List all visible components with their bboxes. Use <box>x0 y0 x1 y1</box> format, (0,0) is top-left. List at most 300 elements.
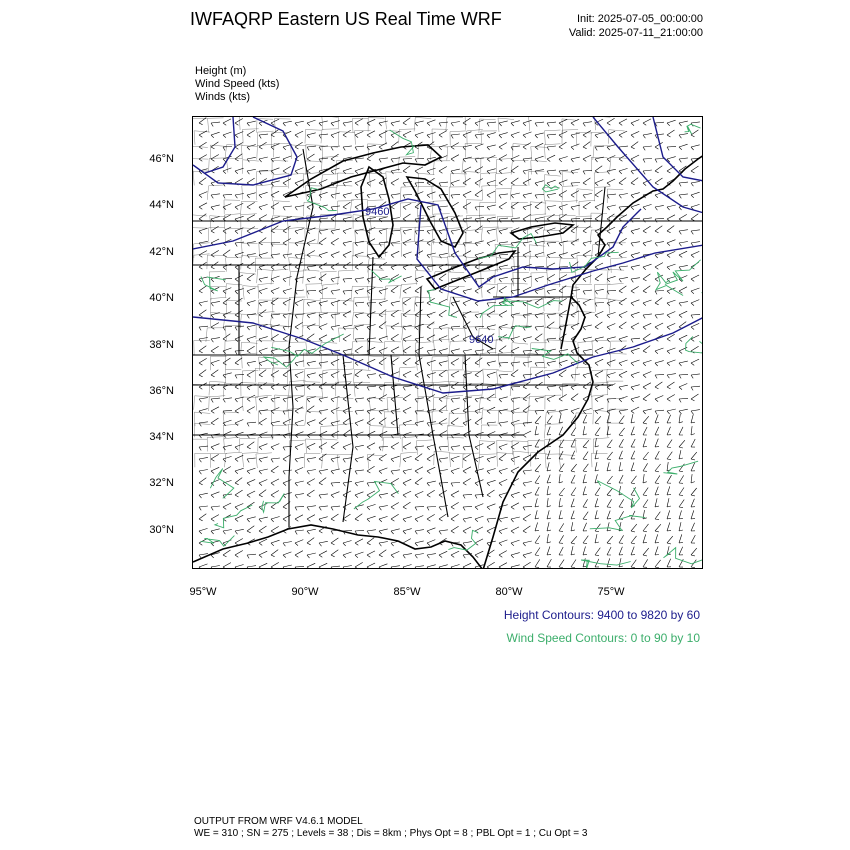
wind-barb <box>271 562 279 569</box>
wind-barb <box>271 466 279 473</box>
wind-barb <box>307 146 316 150</box>
wind-barb <box>379 493 388 498</box>
wind-barb <box>595 311 603 317</box>
wind-barb <box>559 560 564 568</box>
model-info-line: OUTPUT FROM WRF V4.6.1 MODEL <box>194 816 363 827</box>
wind-barb <box>619 119 627 126</box>
wind-barb <box>295 457 304 462</box>
county-boundary <box>206 328 223 342</box>
wind-barb <box>571 394 578 401</box>
wind-barb <box>607 452 613 460</box>
wind-barb <box>631 372 640 378</box>
wind-barb <box>523 514 531 521</box>
wind-barb <box>247 395 255 401</box>
wind-barb <box>415 121 424 126</box>
wind-barb <box>631 300 639 306</box>
wind-barb <box>607 194 616 198</box>
wind-barb <box>667 130 675 137</box>
wind-barb <box>211 398 220 402</box>
wind-barb <box>367 409 376 414</box>
county-boundary <box>243 129 259 144</box>
wind-barb <box>451 408 460 414</box>
wind-barb <box>199 214 206 221</box>
county-boundary <box>414 298 431 312</box>
wind-barb <box>223 503 231 509</box>
wind-barb <box>643 159 652 163</box>
wind-barb <box>271 298 278 305</box>
wind-barb <box>211 418 219 425</box>
county-boundary <box>209 381 226 395</box>
wind-barb <box>475 551 483 557</box>
county-boundary <box>497 371 513 385</box>
wind-barb <box>499 540 507 546</box>
county-boundary <box>543 230 559 244</box>
wind-barb <box>691 181 700 186</box>
wind-barb <box>295 494 304 499</box>
wind-barb <box>415 454 422 461</box>
wind-barb <box>559 464 564 472</box>
county-boundary <box>449 341 466 356</box>
wind-barb <box>475 144 483 150</box>
wind-barb <box>307 166 315 173</box>
wind-barb <box>679 534 683 543</box>
wind-barb <box>223 278 232 282</box>
county-boundary <box>607 269 624 283</box>
wind-barb <box>631 265 640 270</box>
wind-barb <box>511 362 520 366</box>
wind-barb <box>631 193 640 198</box>
wind-barb <box>427 120 435 126</box>
wind-barb <box>199 192 207 198</box>
wind-barb <box>319 443 327 450</box>
wind-barb <box>631 414 635 423</box>
wind-barb <box>559 523 564 531</box>
wind-barb <box>511 517 520 522</box>
wind-barb <box>679 311 687 317</box>
county-boundary <box>513 144 530 158</box>
county-boundary <box>193 228 207 242</box>
wind-barb <box>607 511 611 519</box>
wind-barb <box>619 499 624 507</box>
wind-barb <box>535 181 544 186</box>
wind-barb <box>283 515 291 522</box>
wind-barb <box>379 194 388 198</box>
county-boundary <box>528 441 544 455</box>
wind-barb <box>631 155 639 161</box>
wind-barb <box>295 515 303 522</box>
wind-barb <box>211 194 220 199</box>
wind-barb <box>691 488 697 496</box>
wind-barb <box>199 493 208 498</box>
county-boundary <box>560 215 576 229</box>
wind-barb <box>679 475 684 483</box>
wind-barb <box>403 554 412 559</box>
county-boundary <box>225 369 241 383</box>
county-boundary <box>400 227 416 241</box>
wind-barb <box>511 527 519 533</box>
wind-barb <box>199 398 208 403</box>
wind-barb <box>571 522 575 531</box>
wind-barb <box>655 218 664 222</box>
wind-barb <box>619 428 625 436</box>
wind-barb <box>391 251 399 257</box>
wind-barb <box>355 158 364 162</box>
wind-barb <box>679 194 688 198</box>
wind-barb <box>547 242 556 246</box>
wind-speed-contour <box>581 560 631 569</box>
wind-barb <box>223 132 232 138</box>
wind-barb <box>307 420 315 426</box>
county-boundary <box>193 215 207 229</box>
wind-barb <box>247 325 256 330</box>
wind-barb <box>655 439 659 447</box>
county-boundary <box>352 256 368 270</box>
wind-barb <box>211 407 219 414</box>
wind-barb <box>643 474 647 483</box>
wind-barb <box>199 228 208 234</box>
wind-barb <box>319 541 328 546</box>
wind-barb <box>535 227 543 233</box>
wind-barb <box>655 226 662 233</box>
wind-barb <box>571 191 579 198</box>
wind-barb <box>499 277 508 282</box>
wind-barb <box>199 142 207 149</box>
wind-barb <box>535 548 540 556</box>
wind-barb <box>379 564 387 569</box>
wind-speed-contour <box>201 277 226 292</box>
wind-barb <box>235 504 243 510</box>
wind-barb <box>679 440 685 448</box>
county-boundary <box>593 410 609 424</box>
wind-barb <box>595 534 599 543</box>
wind-barb <box>463 446 472 450</box>
county-boundary <box>271 244 287 258</box>
county-boundary <box>322 284 339 299</box>
wind-barb <box>283 370 290 377</box>
wind-speed-contour <box>271 334 344 356</box>
county-boundary <box>335 215 352 229</box>
wind-barb <box>631 312 640 318</box>
wind-barb <box>403 346 411 353</box>
wind-barb <box>319 335 327 342</box>
wind-barb <box>643 416 649 424</box>
wind-barb <box>199 506 208 510</box>
wind-barb <box>319 313 328 318</box>
wind-barb <box>631 178 638 185</box>
county-boundary <box>193 439 207 453</box>
wind-barb <box>439 274 446 281</box>
wind-barb <box>223 398 232 403</box>
county-boundary <box>302 313 319 328</box>
wind-barb <box>643 559 648 567</box>
wind-barb <box>415 506 424 510</box>
county-boundary <box>256 453 272 468</box>
wind-barb <box>283 206 292 210</box>
wind-barb <box>223 467 231 474</box>
wind-barb <box>643 548 649 556</box>
wind-barb <box>259 469 268 474</box>
wind-barb <box>319 238 326 245</box>
wind-barb <box>583 178 590 185</box>
wind-barb <box>355 562 363 569</box>
wind-barb <box>271 276 280 282</box>
wind-barb <box>199 310 206 317</box>
wind-barb <box>667 240 675 246</box>
wind-barb <box>379 550 386 557</box>
wind-barb <box>439 431 447 438</box>
wind-barb <box>679 251 687 257</box>
wind-barb <box>679 144 688 150</box>
wind-barb <box>295 361 304 366</box>
wind-barb <box>679 158 688 162</box>
wind-barb <box>223 334 230 341</box>
wind-barb <box>319 478 326 485</box>
wind-barb <box>331 442 339 449</box>
wind-barb <box>319 469 328 474</box>
wind-barb <box>619 462 623 471</box>
wind-barb <box>451 514 459 521</box>
wind-barb <box>223 431 231 437</box>
wind-barb <box>487 372 496 378</box>
wind-barb <box>367 551 375 557</box>
wind-speed-contour <box>201 536 235 547</box>
wind-barb <box>607 440 612 448</box>
wind-barb <box>403 131 411 137</box>
wind-barb <box>463 226 471 233</box>
wind-barb <box>559 394 567 401</box>
wind-barb <box>247 479 255 485</box>
wind-barb <box>619 266 628 270</box>
height-contour-label: 9640 <box>469 334 494 346</box>
wind-barb <box>643 394 650 401</box>
wind-barb <box>319 362 328 367</box>
wind-barb <box>655 487 659 495</box>
wind-barb <box>499 454 506 461</box>
wind-barb <box>259 253 268 258</box>
wind-barb <box>223 298 230 305</box>
wind-barb <box>559 414 563 423</box>
county-boundary <box>242 160 259 174</box>
wind-barb <box>211 467 219 473</box>
wind-barb <box>547 451 551 460</box>
wind-barb <box>667 395 675 402</box>
wind-barb <box>319 517 328 522</box>
wind-barb <box>691 439 695 447</box>
wind-barb <box>571 427 576 435</box>
wind-barb <box>655 159 664 163</box>
county-boundary <box>531 453 547 467</box>
wind-barb <box>631 524 637 532</box>
wind-barb <box>403 517 412 522</box>
wind-barb <box>235 154 242 161</box>
county-boundary <box>289 227 305 242</box>
wind-barb <box>295 121 304 126</box>
wind-barb <box>415 251 423 258</box>
wind-barb <box>403 502 411 509</box>
wind-barb <box>631 427 635 435</box>
wind-barb <box>343 251 351 257</box>
wind-barb <box>595 371 603 378</box>
wind-barb <box>475 527 483 533</box>
wind-barb <box>223 194 232 198</box>
wind-barb <box>247 130 255 137</box>
wind-barb <box>235 468 244 474</box>
wind-barb <box>367 563 375 569</box>
wind-barb <box>223 227 231 233</box>
county-boundary <box>242 185 258 200</box>
wind-barb <box>379 131 387 137</box>
wind-barb <box>295 444 303 450</box>
county-boundary <box>302 325 319 339</box>
wind-barb <box>379 418 386 425</box>
wind-barb <box>235 203 243 209</box>
wind-barb <box>607 290 616 294</box>
wind-barb <box>283 289 292 294</box>
wind-barb <box>511 278 520 282</box>
county-boundary <box>386 172 402 186</box>
wind-barb <box>679 500 684 508</box>
county-boundary <box>400 284 417 299</box>
wind-barb <box>211 566 220 570</box>
wind-barb <box>655 298 662 305</box>
wind-barb <box>595 428 600 436</box>
wind-barb <box>271 288 279 294</box>
wind-barb <box>451 418 458 425</box>
wind-barb <box>379 409 388 414</box>
wind-barb <box>535 334 542 341</box>
wind-barb <box>259 192 268 198</box>
wind-barb <box>331 206 340 210</box>
wind-barb <box>655 374 664 378</box>
wind-barb <box>319 252 328 258</box>
wind-barb <box>235 420 243 426</box>
wind-barb <box>223 348 232 354</box>
county-boundary <box>304 382 320 396</box>
wind-barb <box>643 218 652 223</box>
wind-barb <box>535 498 539 507</box>
wind-barb <box>511 193 520 198</box>
wind-barb <box>463 494 472 498</box>
wind-barb <box>619 311 627 317</box>
wind-barb <box>427 373 436 378</box>
wind-barb <box>463 467 471 474</box>
wind-barb <box>499 155 507 162</box>
wind-barb <box>607 324 615 330</box>
init-time: Init: 2025-07-05_00:00:00 <box>577 13 703 25</box>
county-boundary <box>289 257 305 271</box>
wind-barb <box>667 323 675 329</box>
wind-barb <box>583 452 588 460</box>
wind-barb <box>199 470 208 475</box>
county-boundary <box>610 157 627 171</box>
wind-barb <box>547 214 555 221</box>
wind-barb <box>607 558 611 567</box>
wind-barb <box>367 359 375 365</box>
wind-barb <box>511 337 520 342</box>
wind-barb <box>583 426 587 435</box>
county-boundary <box>243 286 259 300</box>
wind-barb <box>547 228 555 234</box>
valid-time: Valid: 2025-07-11_21:00:00 <box>568 27 703 39</box>
county-boundary <box>529 117 545 131</box>
wind-barb <box>319 494 328 498</box>
wind-barb <box>487 422 496 426</box>
wind-barb <box>643 314 652 318</box>
wind-barb <box>583 250 591 257</box>
wind-barb <box>283 299 291 305</box>
wind-barb <box>487 562 495 569</box>
wind-barb <box>331 238 339 245</box>
county-boundary <box>275 395 291 409</box>
wind-barb <box>343 407 351 413</box>
wind-barb <box>307 154 315 161</box>
wind-barb <box>667 475 672 483</box>
wind-barb <box>415 358 422 365</box>
wind-barb <box>499 479 507 485</box>
county-boundary <box>481 410 498 424</box>
wind-barb <box>307 334 314 341</box>
wind-barb <box>343 146 352 150</box>
wind-barb <box>619 360 628 366</box>
wind-barb <box>547 534 551 543</box>
wind-barb <box>679 374 688 378</box>
wind-barb <box>319 324 327 330</box>
wind-barb <box>295 322 303 329</box>
wind-barb <box>199 251 207 258</box>
wind-barb <box>451 326 460 330</box>
wind-barb <box>331 421 340 426</box>
wind-barb <box>547 170 556 174</box>
wind-barb <box>571 546 575 555</box>
county-boundary <box>496 338 513 353</box>
wind-barb <box>595 347 603 353</box>
wind-barb <box>403 565 412 570</box>
wind-barb <box>547 427 551 435</box>
wind-barb <box>643 534 647 543</box>
wind-barb <box>679 427 683 435</box>
wind-barb <box>355 263 363 270</box>
wind-barb <box>367 145 376 150</box>
wind-barb <box>511 218 520 223</box>
wind-barb <box>439 565 448 569</box>
county-boundary <box>497 258 513 272</box>
county-boundary <box>448 329 464 343</box>
wind-barb <box>523 445 532 450</box>
wind-barb <box>379 336 388 342</box>
wind-barb <box>511 386 520 390</box>
wind-barb <box>631 338 640 342</box>
wind-barb <box>655 382 662 389</box>
wind-barb <box>403 118 410 125</box>
county-boundary <box>449 187 465 201</box>
wind-barb <box>271 383 279 389</box>
wind-barb <box>295 372 303 378</box>
wind-barb <box>295 540 303 546</box>
wind-barb <box>583 440 589 448</box>
wind-barb <box>235 529 244 534</box>
model-config-line: WE = 310 ; SN = 275 ; Levels = 38 ; Dis = 8km ; Phys Opt = 8 ; PBL Opt = 1 ; Cu Opt = 3 <box>194 828 588 839</box>
county-boundary <box>479 441 495 455</box>
wind-barb <box>607 373 616 378</box>
wind-barb <box>427 298 435 305</box>
county-boundary <box>207 185 224 200</box>
lon-tick-label: 95°W <box>189 586 217 598</box>
wind-barb <box>367 253 376 258</box>
wind-barb <box>619 475 623 483</box>
wind-barb <box>427 322 434 329</box>
wind-barb <box>427 514 435 521</box>
wind-barb <box>271 243 280 247</box>
